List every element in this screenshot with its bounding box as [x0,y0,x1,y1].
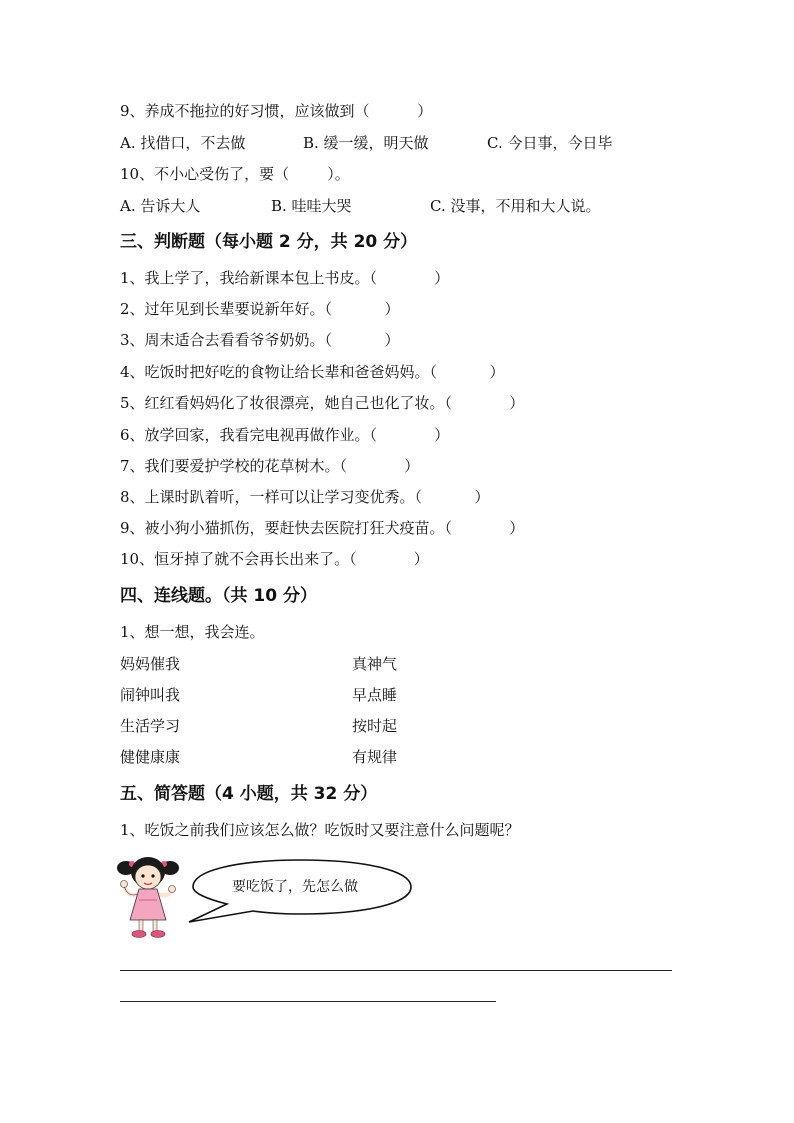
short-answer-question-1: 1、吃饭之前我们应该怎么做？吃饭时又要注意什么问题呢？ [120,821,520,839]
judge-item: 5、红红看妈妈化了妆很漂亮，她自己也化了妆。（ ） [120,394,525,412]
q9-option-b: B. 缓一缓，明天做 [303,134,429,152]
q9-option-c: C. 今日事，今日毕 [487,134,613,152]
q9-option-a: A. 找借口，不去做 [120,134,246,152]
section-4-title: 四、连线题。（共 10 分） [120,586,317,606]
question-10-stem: 10、不小心受伤了，要（ ）。 [120,165,350,183]
judge-item: 8、上课时趴着听，一样可以让学习变优秀。（ ） [120,488,490,506]
judge-item: 4、吃饭时把好吃的食物让给长辈和爸爸妈妈。（ ） [120,363,505,381]
judge-item: 2、过年见到长辈要说新年好。（ ） [120,300,400,318]
question-9-stem: 9、养成不拖拉的好习惯，应该做到（ ） [120,102,433,120]
judge-item: 10、恒牙掉了就不会再长出来了。（ ） [120,550,429,568]
judge-item: 3、周末适合去看看爷爷奶奶。（ ） [120,331,400,349]
section-3-title: 三、判断题（每小题 2 分，共 20 分） [120,232,418,252]
match-left-item: 健健康康 [120,748,181,766]
match-left-item: 妈妈催我 [120,655,181,673]
match-right-item: 早点睡 [352,686,398,704]
answer-line [120,970,672,971]
judge-item: 9、被小狗小猫抓伤，要赶快去医院打狂犬疫苗。（ ） [120,519,525,537]
matching-prompt: 1、想一想，我会连。 [120,623,265,641]
section-5-title: 五、简答题（4 小题，共 32 分） [120,784,378,804]
q10-option-c: C. 没事，不用和大人说。 [430,197,601,215]
match-right-item: 真神气 [352,655,398,673]
match-right-item: 按时起 [352,717,398,735]
judge-item: 6、放学回家，我看完电视再做作业。（ ） [120,426,450,444]
girl-illustration [112,852,184,942]
match-right-item: 有规律 [352,748,398,766]
q10-option-a: A. 告诉大人 [120,197,201,215]
match-left-item: 生活学习 [120,717,181,735]
answer-line [120,1001,496,1002]
match-left-item: 闹钟叫我 [120,686,181,704]
speech-bubble-text: 要吃饭了，先怎么做 [232,879,358,895]
judge-item: 7、我们要爱护学校的花草树木。（ ） [120,457,420,475]
judge-item: 1、我上学了，我给新课本包上书皮。（ ） [120,269,450,287]
q10-option-b: B. 哇哇大哭 [271,197,352,215]
